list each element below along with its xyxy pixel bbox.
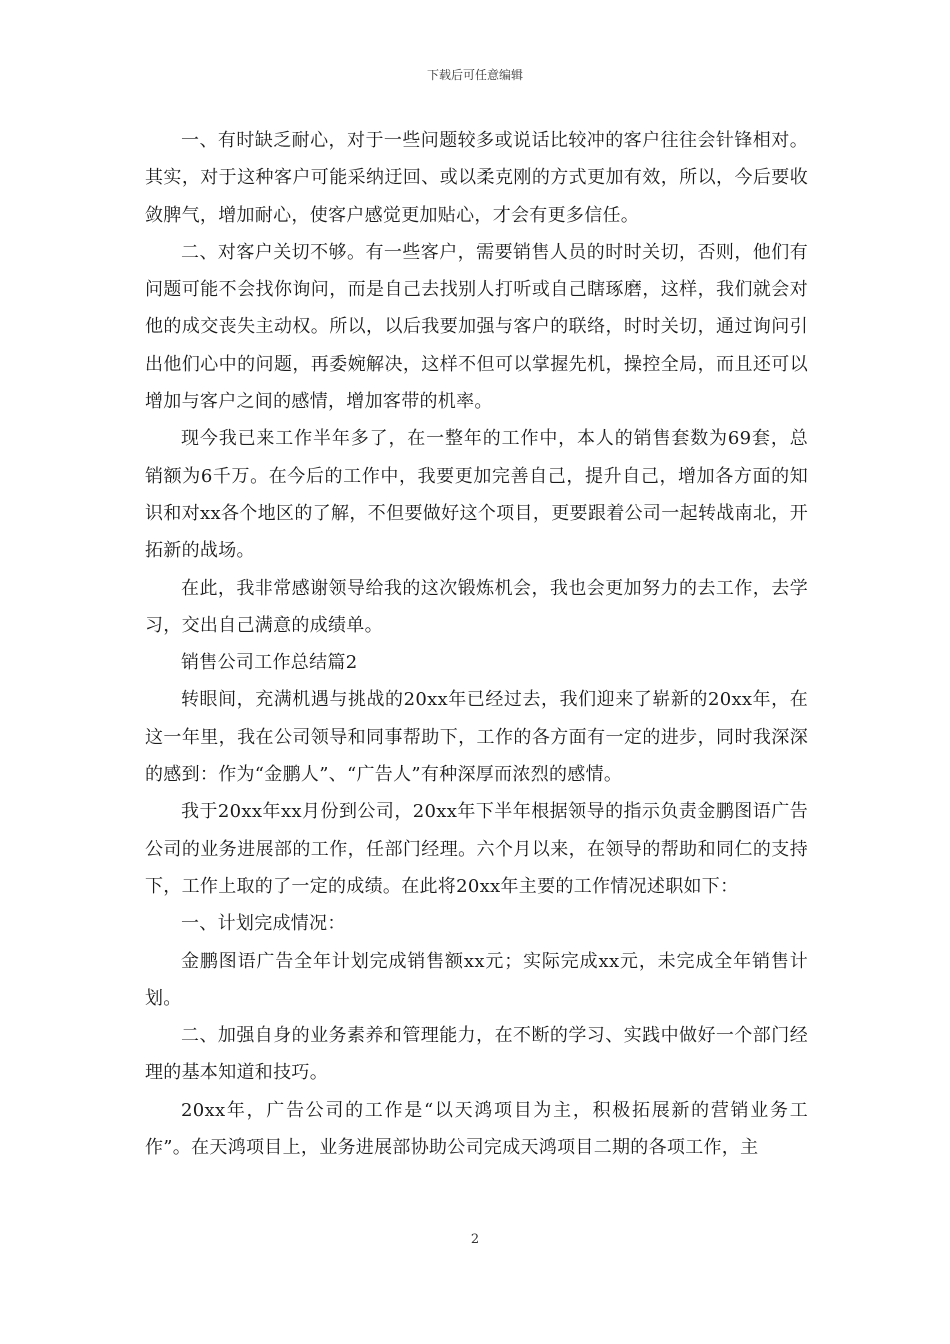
document-body <box>145 122 808 1166</box>
paragraph: 现今我已来工作半年多了，在一整年的工作中，本人的销售套数为69套，总销额为6千万。在今后的工作中，我要更加完善自己，提升自己，增加各方面的知识和对xx各个地区的了解，不但要做好这个项目，更要跟着公司一起转战南北，开拓新的战场。 <box>145 428 808 562</box>
paragraph: 转眼间，充满机遇与挑战的20xx年已经过去，我们迎来了崭新的20xx年，在这一年里，我在公司领导和同事帮助下，工作的各方面有一定的进步，同时我深深的感到：作为“金鹏人”、“广告人”有种深厚而浓烈的感情。 <box>145 689 808 786</box>
section-title: 销售公司工作总结篇2 <box>181 652 358 674</box>
page-number: 2 <box>470 1232 480 1247</box>
paragraph: 一、计划完成情况： <box>181 913 346 935</box>
paragraph: 二、对客户关切不够。有一些客户，需要销售人员的时时关切，否则，他们有问题可能不会找你询问，而是自己去找别人打听或自己瞎琢磨，这样，我们就会对他的成交丧失主动权。所以，以后我要加强与客户的联络，时时关切，通过询问引出他们心中的问题，再委婉解决，这样不但可以掌握先机，操控全局，而且还可以增加与客户之间的感情，增加客带的机率。 <box>145 241 808 413</box>
paragraph: 我于20xx年xx月份到公司，20xx年下半年根据领导的指示负责金鹏图语广告公司的业务进展部的工作，任部门经理。六个月以来，在领导的帮助和同仁的支持下，工作上取的了一定的成绩。在此将20xx年主要的工作情况述职如下： <box>145 801 808 897</box>
paragraph: 金鹏图语广告全年计划完成销售额xx元；实际完成xx元，未完成全年销售计划。 <box>145 950 808 1009</box>
paragraph: 20xx年，广告公司的工作是“以天鸿项目为主，积极拓展新的营销业务工作”。在天鸿项目上，业务进展部协助公司完成天鸿项目二期的各项工作，主 <box>145 1099 808 1159</box>
paragraph: 一、有时缺乏耐心，对于一些问题较多或说话比较冲的客户往往会针锋相对。其实，对于这种客户可能采纳迂回、或以柔克刚的方式更加有效，所以，今后要收敛脾气，增加耐心，使客户感觉更加贴心，才会有更多信任。 <box>145 130 808 226</box>
paragraph: 在此，我非常感谢领导给我的这次锻炼机会，我也会更加努力的去工作，去学习，交出自己满意的成绩单。 <box>145 577 808 636</box>
page-header: 下载后可任意编辑 <box>426 68 523 82</box>
paragraph: 二、加强自身的业务素养和管理能力，在不断的学习、实践中做好一个部门经理的基本知道和技巧。 <box>145 1025 808 1084</box>
